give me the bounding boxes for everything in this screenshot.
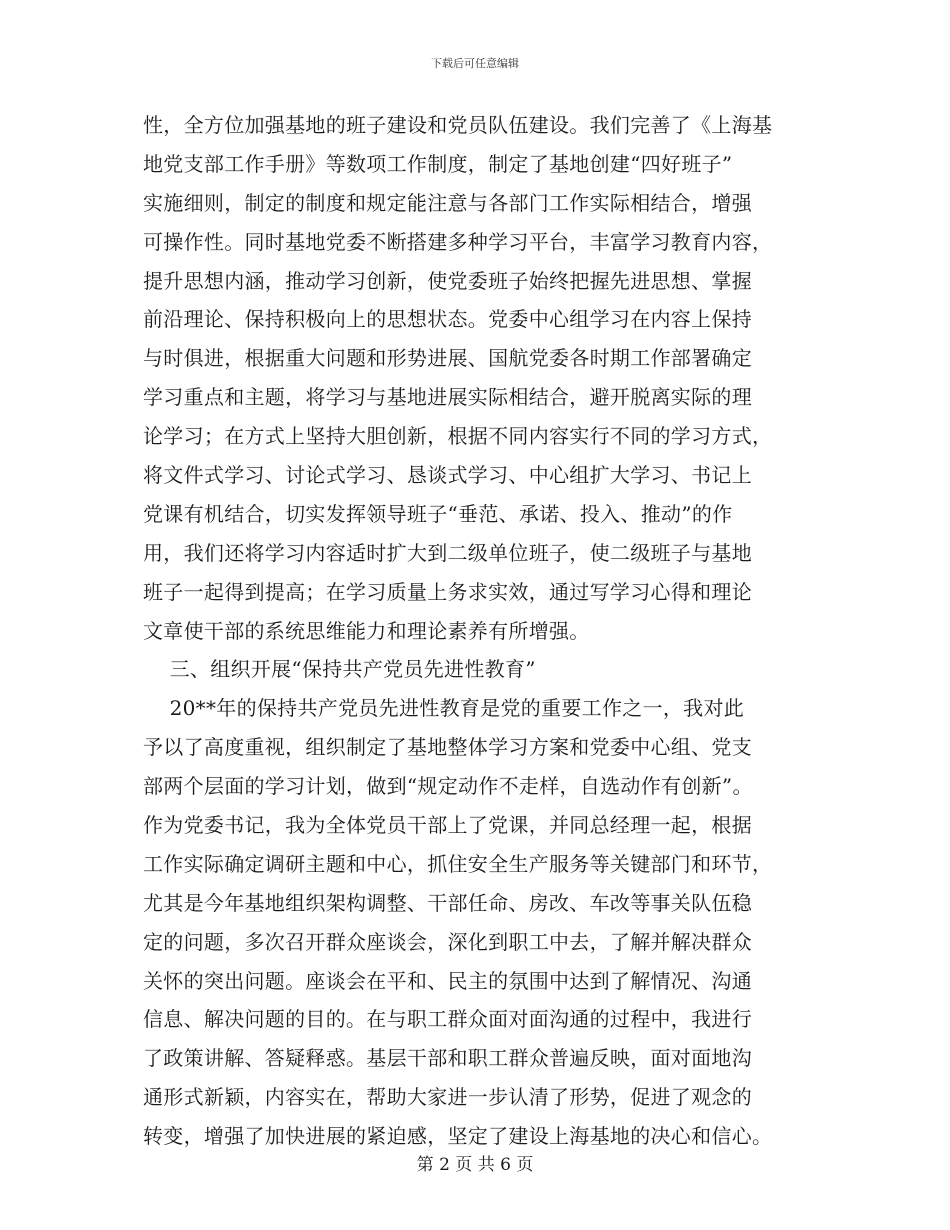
text-line: 可操作性。同时基地党委不断搭建多种学习平台，丰富学习教育内容， <box>143 229 773 254</box>
page-header: 下载后可任意编辑 <box>431 57 519 70</box>
text-line: 地党支部工作手册》等数项工作制度，制定了基地创建“四好班子” <box>143 151 733 176</box>
text-line: 转变，增强了加快进展的紧迫感，坚定了建设上海基地的决心和信心。 <box>143 1124 773 1149</box>
text-line: 将文件式学习、讨论式学习、恳谈式学习、中心组扩大学习、书记上 <box>143 463 752 488</box>
text-line: 提升思想内涵，推动学习创新，使党委班子始终把握先进思想、掌握 <box>143 268 752 293</box>
text-line: 性，全方位加强基地的班子建设和党员队伍建设。我们完善了《上海基 <box>143 113 773 137</box>
text-line: 与时俱进，根据重大问题和形势进展、国航党委各时期工作部署确定 <box>143 346 752 371</box>
text-line: 定的问题，多次召开群众座谈会，深化到职工中去，了解并解决群众 <box>143 929 752 954</box>
text-line: 班子一起得到提高；在学习质量上务求实效，通过写学习心得和理论 <box>143 579 752 604</box>
text-line: 关怀的突出问题。座谈会在平和、民主的氛围中达到了解情况、沟通 <box>143 968 752 993</box>
text-line: 予以了高度重视，组织制定了基地整体学习方案和党委中心组、党支 <box>143 735 752 760</box>
text-line: 信息、解决问题的目的。在与职工群众面对面沟通的过程中，我进行 <box>143 1007 752 1032</box>
page-number-footer: 第 2 页 共 6 页 <box>416 1155 534 1175</box>
text-line: 作为党委书记，我为全体党员干部上了党课，并同总经理一起，根据 <box>143 813 752 838</box>
text-line: 文章使干部的系统思维能力和理论素养有所增强。 <box>143 618 590 643</box>
text-line: 学习重点和主题，将学习与基地进展实际相结合，避开脱离实际的理 <box>143 385 752 410</box>
text-line: 20**年的保持共产党员先进性教育是党的重要工作之一，我对此 <box>143 696 745 721</box>
text-line: 论学习；在方式上坚持大胆创新，根据不同内容实行不同的学习方式， <box>143 424 773 449</box>
text-line: 用，我们还将学习内容适时扩大到二级单位班子，使二级班子与基地 <box>143 540 752 565</box>
text-line: 了政策讲解、答疑释惑。基层干部和职工群众普遍反映，面对面地沟 <box>143 1046 752 1071</box>
text-line: 三、组织开展“保持共产党员先进性教育” <box>143 657 536 682</box>
text-line: 尤其是今年基地组织架构调整、干部任命、房改、车改等事关队伍稳 <box>143 890 752 915</box>
text-line: 工作实际确定调研主题和中心，抓住安全生产服务等关键部门和环节， <box>143 851 773 876</box>
text-line: 通形式新颖，内容实在，帮助大家进一步认清了形势，促进了观念的 <box>143 1085 752 1110</box>
document-body <box>143 106 808 1156</box>
text-line: 党课有机结合，切实发挥领导班子“垂范、承诺、投入、推动”的作 <box>143 501 733 526</box>
text-line: 部两个层面的学习计划，做到“规定动作不走样，自选动作有创新”。 <box>143 774 753 799</box>
text-line: 实施细则，制定的制度和规定能注意与各部门工作实际相结合，增强 <box>143 190 752 215</box>
text-line: 前沿理论、保持积极向上的思想状态。党委中心组学习在内容上保持 <box>143 307 752 332</box>
